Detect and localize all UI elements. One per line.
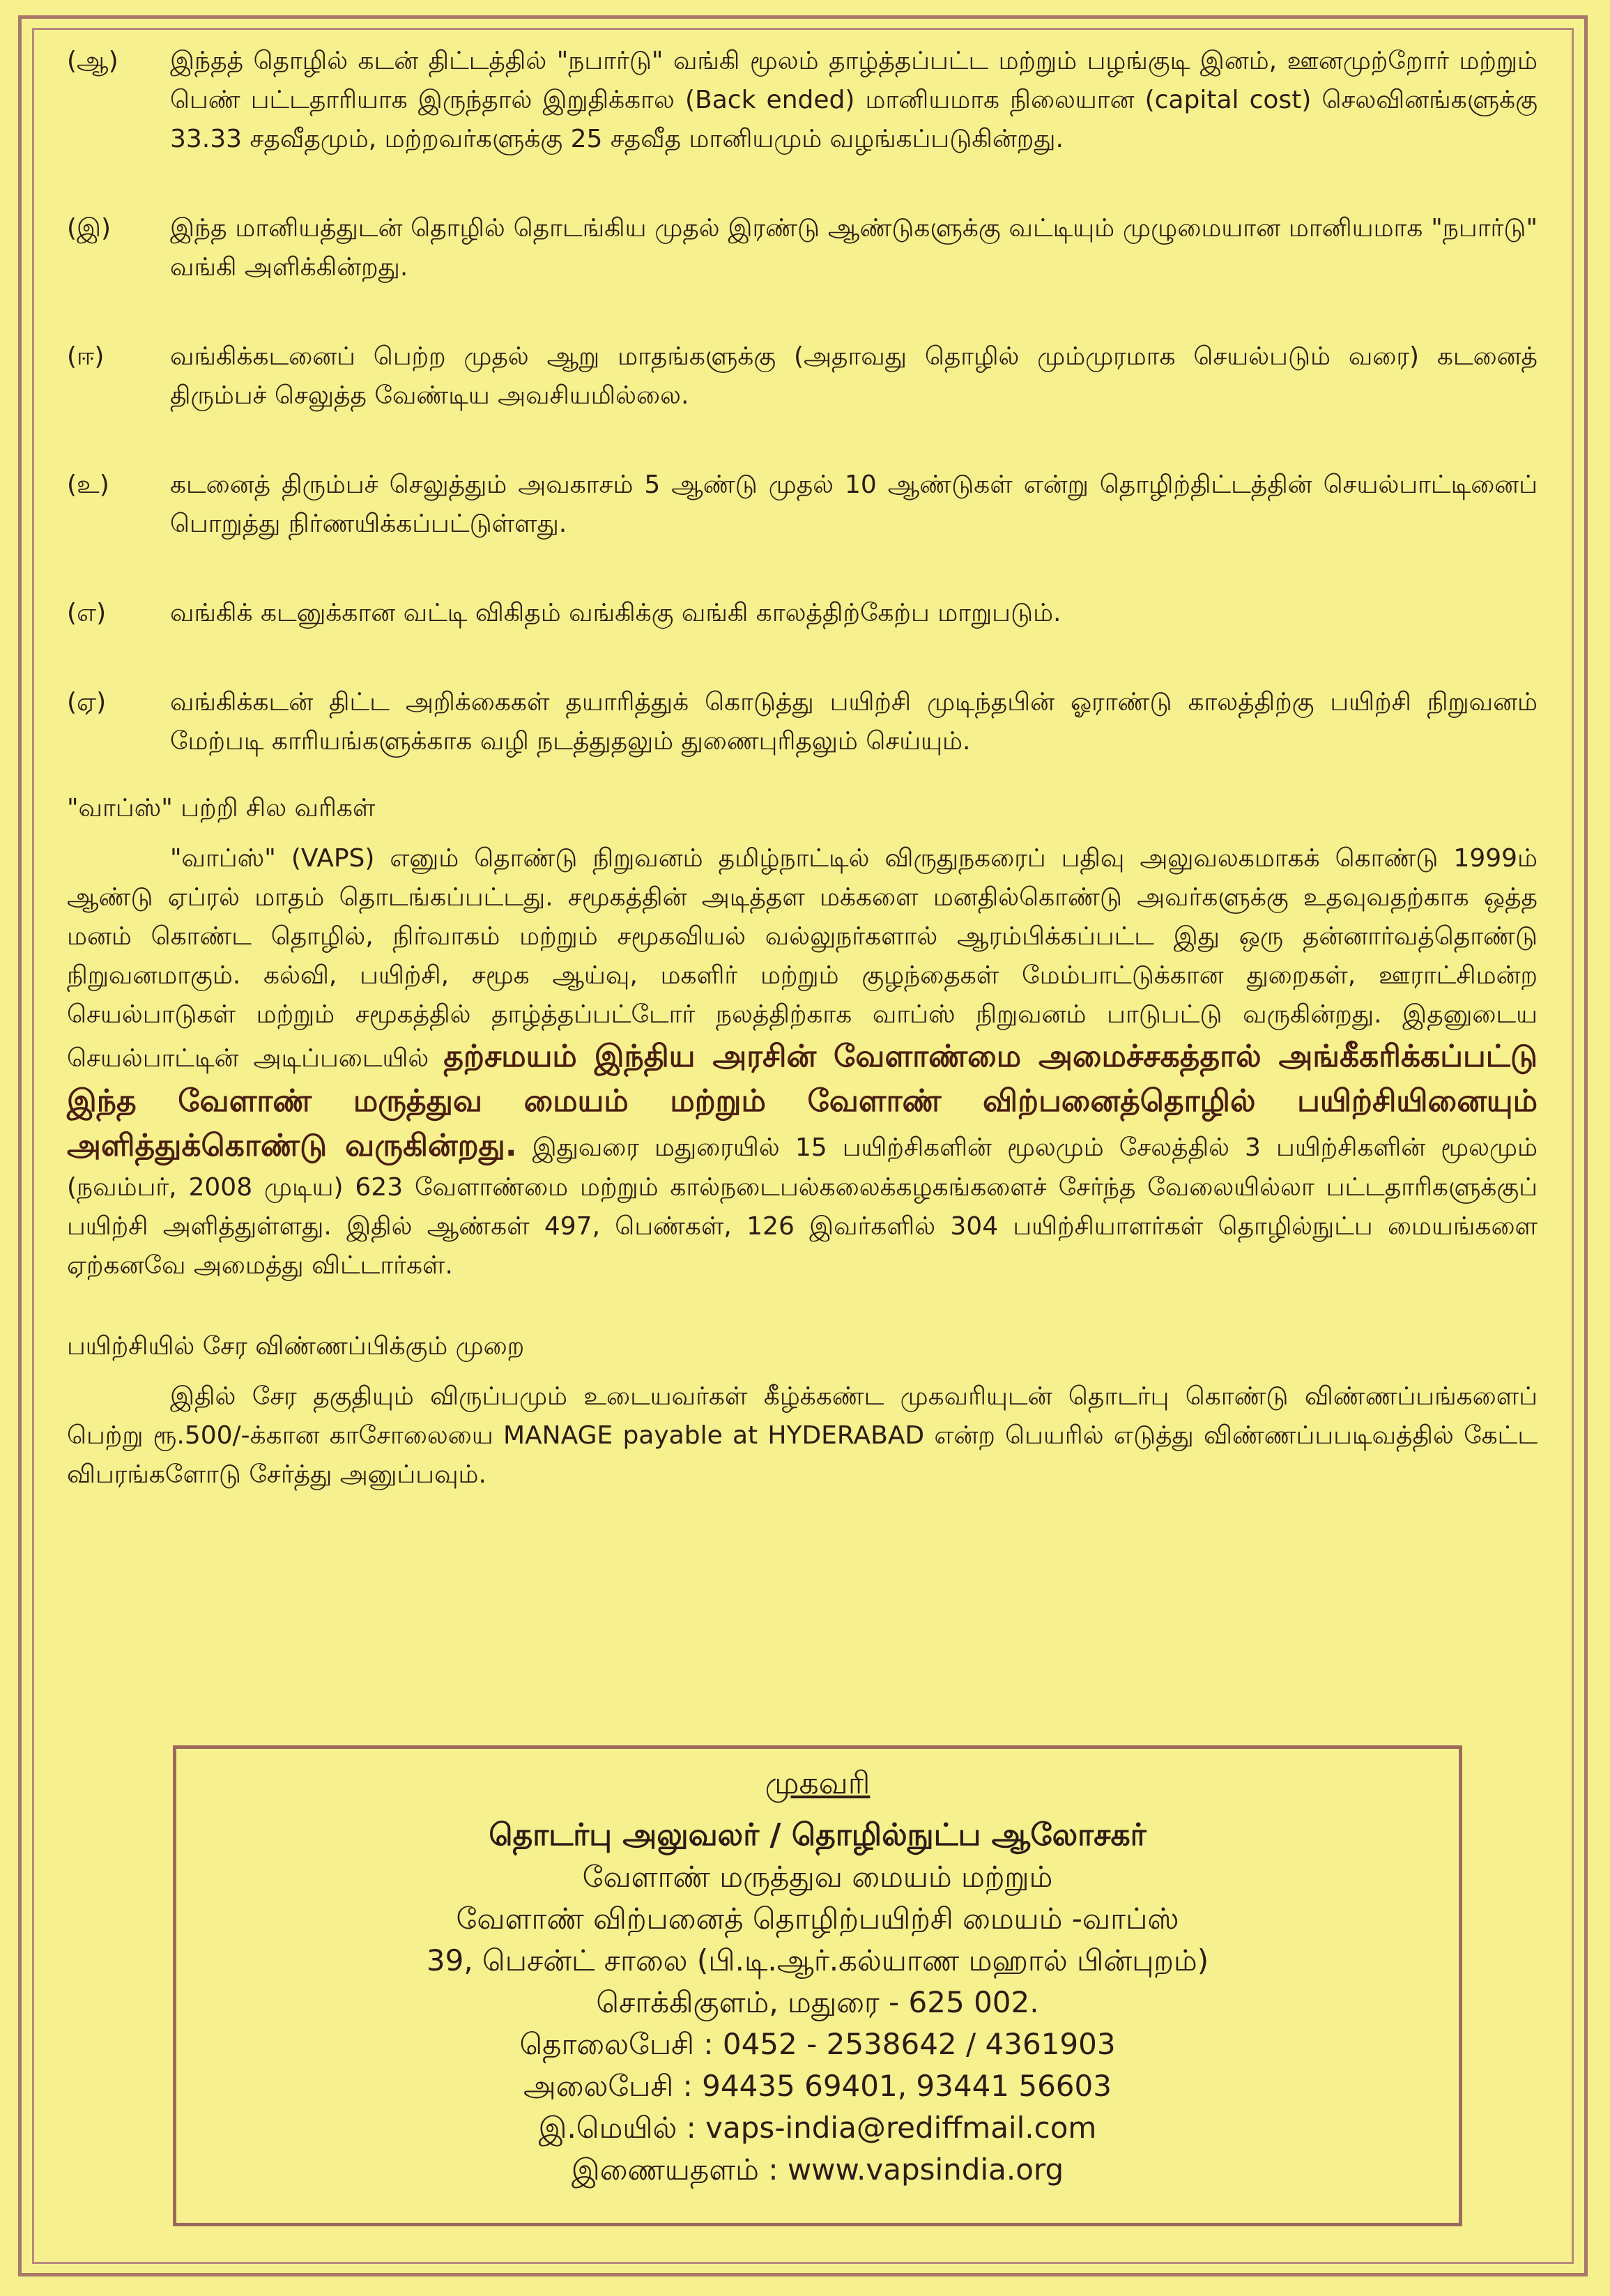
address-line-3: 39, பெசன்ட் சாலை (பி.டி.ஆர்.கல்யாண மஹால் பின்புறம்) [426,1943,1209,1977]
vaps-para-start: "வாப்ஸ்" (VAPS) எனும் தொண்டு நிறுவனம் தமிழ்நாட்டில் விருதுநகரைப் பதிவு அலுவலகமாகக் கொண்டு 1999ம் ஆண்டு ஏப்ரல் மாதம் தொடங்கப்பட்டது. சமூகத்தின் அடித்தள மக்களை மனதில்கொண்டு அவர்களுக்கு உதவுவதற்காக ஒத்த மனம் கொண்ட தொழில், நிர்வாகம் மற்றும் சமூகவியல் வல்லுநர்களால் ஆரம்பிக்கப்பட்ட இது ஒரு தன்னார்வத்தொண்டு நிறுவனமாகும். கல்வி, பயிற்சி, சமூக ஆய்வு, மகளிர் மற்றும் குழந்தைகள் மேம்பாட்டுக்கான துறைகள், ஊராட்சிமன்ற செயல்பாடுகள் மற்றும் சமூகத்தில் தாழ்த்தப்பட்டோர் நலத்திற்காக வாப்ஸ் நிறுவனம் பாடுபட்டு வருகின்றது. இதனுடைய செயல்பாட்டின் அடிப்படையில் [67,844,1538,1073]
address-email: இ.மெயில் : vaps-india@rediffmail.com [538,2111,1097,2145]
item-marker: (எ) [67,599,107,627]
list-item [67,683,1538,761]
item-text: வங்கிக்கடனைப் பெற்ற முதல் ஆறு மாதங்களுக்கு (அதாவது தொழில் மும்முரமாக செயல்படும் வரை) கடனைத் திரும்பச் செலுத்த வேண்டிய அவசியமில்லை. [170,342,1538,410]
item-text: இந்தத் தொழில் கடன் திட்டத்தில் "நபார்டு" வங்கி மூலம் தாழ்த்தப்பட்ட மற்றும் பழங்குடி இனம், ஊனமுற்றோர் மற்றும் பெண் பட்டதாரியாக இருந்தால் இறுதிக்கால (Back ended) மானியமாக நிலையான (capital cost) செலவினங்களுக்கு 33.33 சதவீதமும், மற்றவர்களுக்கு 25 சதவீத மானியமும் வழங்கப்படுகின்றது. [170,47,1538,153]
item-text: இந்த மானியத்துடன் தொழில் தொடங்கிய முதல் இரண்டு ஆண்டுகளுக்கு வட்டியும் முழுமையான மானியமாக "நபார்டு" வங்கி அளிக்கின்றது. [170,214,1538,282]
item-text: கடனைத் திரும்பச் செலுத்தும் அவகாசம் 5 ஆண்டு முதல் 10 ஆண்டுகள் என்று தொழிற்திட்டத்தின் செயல்பாட்டினைப் பொறுத்து நிர்ணயிக்கப்பட்டுள்ளது. [170,470,1538,538]
item-marker: (இ) [67,214,112,243]
address-phone: தொலைபேசி : 0452 - 2538642 / 4361903 [519,2027,1116,2061]
list-item [67,209,1538,287]
item-marker: (உ) [67,470,109,499]
address-title: முகவரி [765,1766,871,1801]
page-content [67,42,1538,1536]
item-marker: (ஈ) [67,342,105,371]
list-item [67,337,1538,415]
item-text: வங்கிக்கடன் திட்ட அறிக்கைகள் தயாரித்துக் கொடுத்து பயிற்சி முடிந்தபின் ஓராண்டு காலத்திற்கு பயிற்சி நிறுவனம் மேற்படி காரியங்களுக்காக வழி நடத்துதலும் துணைபுரிதலும் செய்யும். [170,688,1538,756]
item-marker: (ஏ) [67,688,107,717]
list-item [67,466,1538,544]
address-box [173,1745,1462,2226]
apply-paragraph: இதில் சேர தகுதியும் விருப்பமும் உடையவர்கள் கீழ்க்கண்ட முகவரியுடன் தொடர்பு கொண்டு விண்ணப்பங்களைப் பெற்று ரூ.500/-க்கான காசோலையை MANAGE payable at HYDERABAD என்ற பெயரில் எடுத்து விண்ணப்பபடிவத்தில் கேட்ட விபரங்களோடு சேர்த்து அனுப்பவும். [67,1382,1538,1489]
vaps-para-end: இதுவரை மதுரையில் 15 பயிற்சிகளின் மூலமும் சேலத்தில் 3 பயிற்சிகளின் மூலமும் (நவம்பர், 2008 முடிய) 623 வேளாண்மை மற்றும் கால்நடைபல்கலைக்கழகங்களைச் சேர்ந்த வேலையில்லா பட்டதாரிகளுக்குப் பயிற்சி அளித்துள்ளது. இதில் ஆண்கள் 497, பெண்கள், 126 இவர்களில் 304 பயிற்சியாளர்கள் தொழில்நுட்ப மையங்களை ஏற்கனவே அமைத்து விட்டார்கள். [67,1133,1538,1280]
item-text: வங்கிக் கடனுக்கான வட்டி விகிதம் வங்கிக்கு வங்கி காலத்திற்கேற்ப மாறுபடும். [170,599,1061,627]
address-mobile: அலைபேசி : 94435 69401, 93441 56603 [523,2069,1112,2103]
vaps-para-highlight: தற்சமயம் இந்திய அரசின் வேளாண்மை அமைச்சகத்தால் அங்கீகரிக்கப்பட்டு இந்த வேளாண் மருத்துவ மையம் மற்றும் வேளாண் விற்பனைத்தொழில் பயிற்சியினையும் அளித்துக்கொண்டு வருகின்றது. [67,1039,1538,1163]
address-line-2: வேளாண் விற்பனைத் தொழிற்பயிற்சி மையம் -வாப்ஸ் [456,1901,1179,1936]
list-item [67,594,1538,633]
vaps-heading: "வாப்ஸ்" பற்றி சில வரிகள் [67,794,376,822]
address-contact: தொடர்பு அலுவலர் / தொழில்நுட்ப ஆலோசகர் [489,1817,1147,1853]
vaps-paragraph [67,839,1538,1285]
item-marker: (ஆ) [67,47,118,75]
address-website: இணையதளம் : www.vapsindia.org [571,2152,1064,2187]
address-line-4: சொக்கிகுளம், மதுரை - 625 002. [596,1985,1039,2019]
address-line-1: வேளாண் மருத்துவ மையம் மற்றும் [582,1860,1053,1894]
list-item [67,42,1538,159]
apply-heading: பயிற்சியில் சேர விண்ணப்பிக்கும் முறை [67,1332,525,1361]
